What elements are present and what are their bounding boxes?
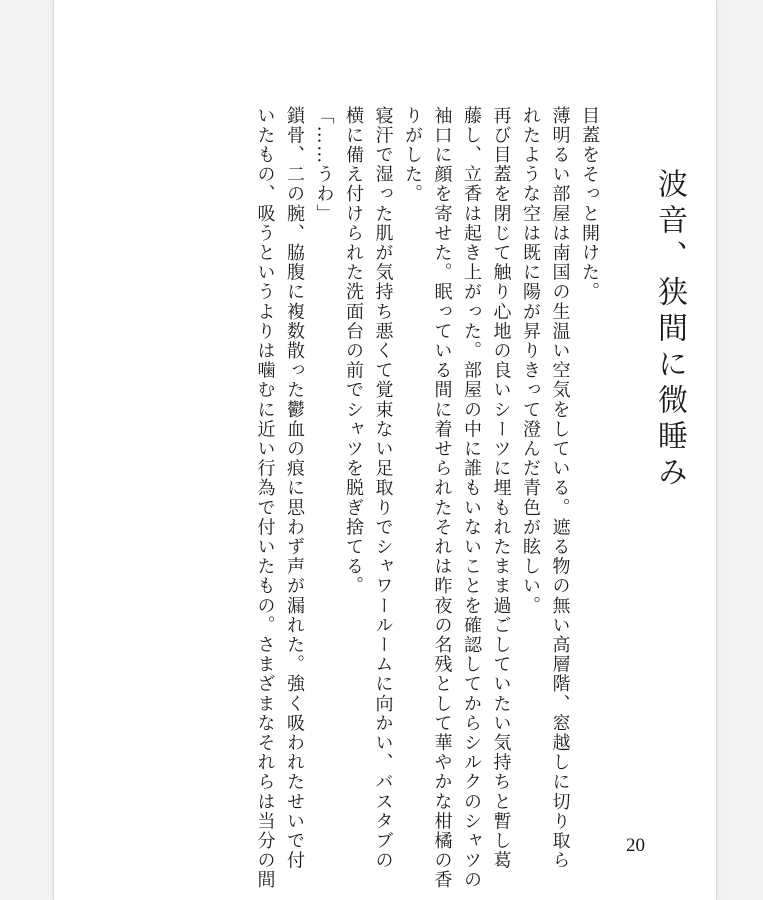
body-text <box>250 106 604 890</box>
text-line: 目蓋をそっと開けた。 <box>579 106 600 302</box>
text-line: 再び目蓋を閉じて触り心地の良いシーツに埋もれたまま過ごしていたい気持ちと暫し葛 <box>490 106 512 871</box>
text-line: いたもの、吸うというよりは噛むに近い行為で付いたもの。さまざまなそれらは当分の間 <box>254 106 276 890</box>
text-line: 横に備え付けられた洗面台の前でシャツを脱ぎ捨てる。 <box>343 106 364 596</box>
book-page <box>54 0 716 900</box>
page-number: 20 <box>626 835 645 856</box>
text-line: 寝汗で湿った肌が気持ち悪くて覚束ない足取りでシャワールームに向かい、バスタブの <box>372 106 394 871</box>
text-line: 鎖骨、二の腕、脇腹に複数散った鬱血の痕に思わず声が漏れた。強く吸われたせいで付 <box>284 106 305 871</box>
text-line: 袖口に顔を寄せた。眠っている間に着せられたそれは昨夜の名残として華やかな柑橘の香 <box>431 106 453 890</box>
chapter-title: 波音、狭間に微睡み <box>652 168 687 492</box>
text-line: 「……うわ」 <box>313 106 335 224</box>
text-line: れたような空は既に陽が昇りきって澄んだ青色が眩しい。 <box>520 106 541 616</box>
text-line: 藤し、立香は起き上がった。部屋の中に誰もいないことを確認してからシルクのシャツの <box>461 106 482 890</box>
text-line: 薄明るい部屋は南国の生温い空気をしている。遮る物の無い高層階、窓越しに切り取ら <box>549 106 571 871</box>
text-line: りがした。 <box>402 106 423 204</box>
